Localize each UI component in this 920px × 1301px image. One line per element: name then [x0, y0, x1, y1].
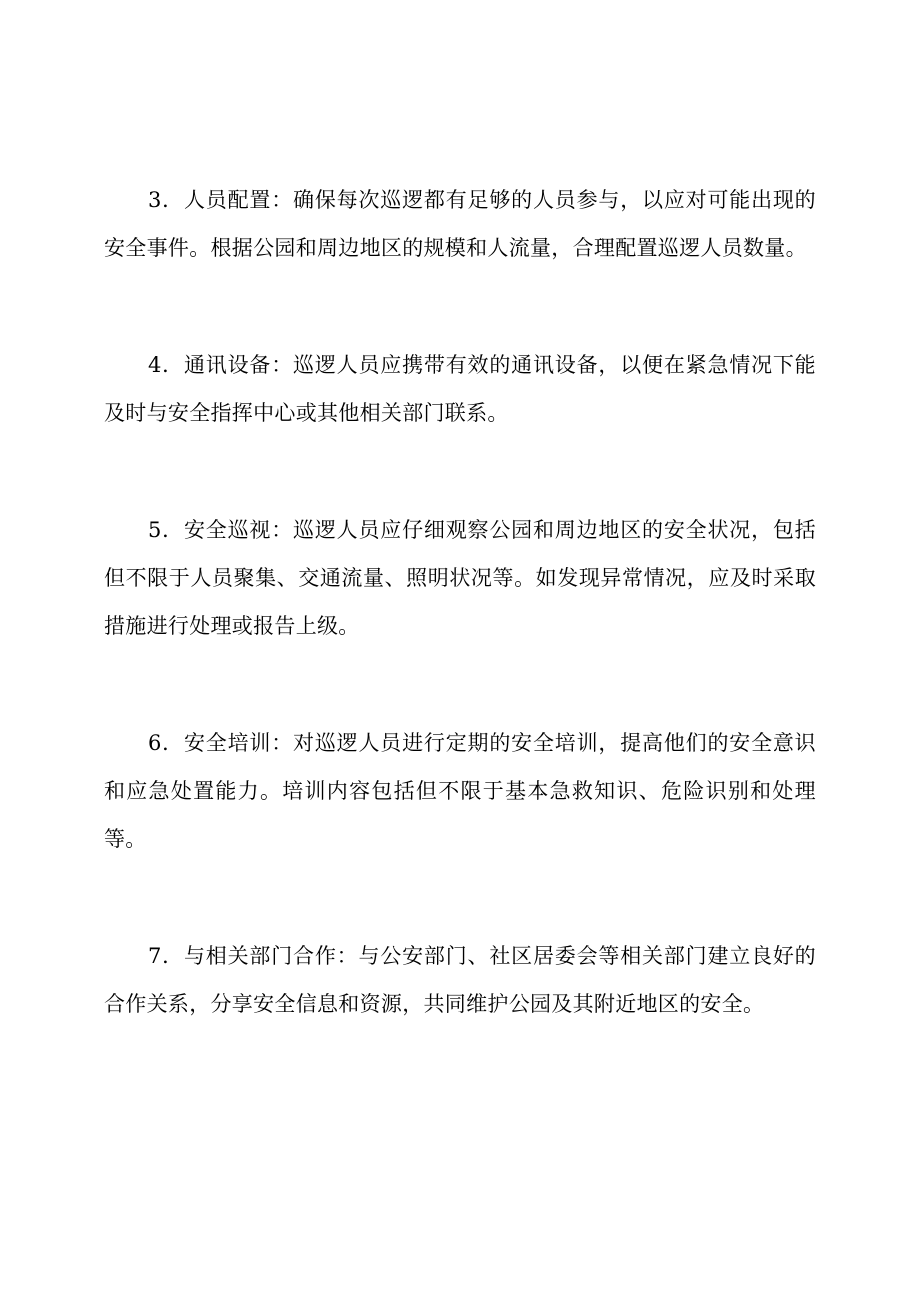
paragraph-safety-training: 6．安全培训：对巡逻人员进行定期的安全培训，提高他们的安全意识和应急处置能力。培训内容包括但不限于基本急救知识、危险识别和处理等。 [104, 731, 816, 851]
paragraph-department-cooperation: 7．与相关部门合作：与公安部门、社区居委会等相关部门建立良好的合作关系，分享安全信息和资源，共同维护公园及其附近地区的安全。 [104, 944, 816, 1016]
paragraph-communication-equipment: 4．通讯设备：巡逻人员应携带有效的通讯设备，以便在紧急情况下能及时与安全指挥中心或其他相关部门联系。 [104, 353, 816, 425]
paragraph-safety-inspection: 5．安全巡视：巡逻人员应仔细观察公园和周边地区的安全状况，包括但不限于人员聚集、交通流量、照明状况等。如发现异常情况，应及时采取措施进行处理或报告上级。 [104, 518, 816, 638]
document-body [104, 176, 816, 1097]
paragraph-personnel-allocation: 3．人员配置：确保每次巡逻都有足够的人员参与，以应对可能出现的安全事件。根据公园和周边地区的规模和人流量，合理配置巡逻人员数量。 [104, 188, 816, 260]
